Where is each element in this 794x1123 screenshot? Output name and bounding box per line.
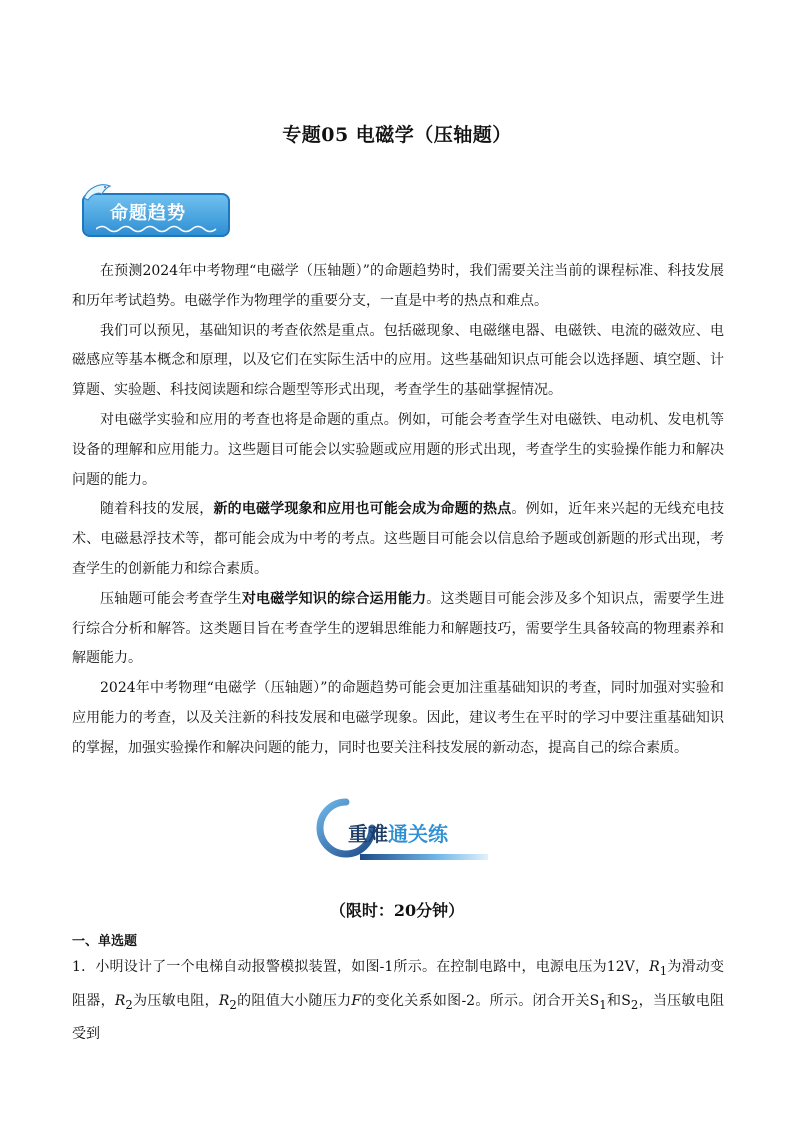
emphasis-text: 对电磁学知识的综合运用能力 <box>241 590 427 607</box>
question-type-label: 一、单选题 <box>72 934 138 949</box>
paragraph: 我们可以预见，基础知识的考查依然是重点。包括磁现象、电磁继电器、电磁铁、电流的磁效应、电磁感应等基本概念和原理，以及它们在实际生活中的应用。这些基础知识点可能会以选择题、填空题、计算题、实验题、科技阅读题和综合题型等形式出现，考查学生的基础掌握情况。 <box>72 322 724 399</box>
paragraph: 在预测2024年中考物理“电磁学（压轴题）”的命题趋势时，我们需要关注当前的课程标准、科技发展和历年考试趋势。电磁学作为物理学的重要分支，一直是中考的热点和难点。 <box>72 263 724 309</box>
header-underline <box>360 854 488 860</box>
paragraph: 对电磁学实验和应用的考查也将是命题的重点。例如，可能会考查学生对电磁铁、电动机、发电机等设备的理解和应用能力。这些题目可能会以实验题或应用题的形式出现，考查学生的实验操作能力和解决问题的能力。 <box>72 411 724 488</box>
time-limit: （限时：20分钟） <box>329 901 465 920</box>
page-title: 专题05 电磁学（压轴题） <box>282 124 512 146</box>
dolphin-icon <box>80 180 114 206</box>
trend-text <box>72 257 724 764</box>
wave-decoration-icon <box>96 224 220 234</box>
paragraph: 随着科技的发展，新的电磁学现象和应用也可能会成为命题的热点。例如，近年来兴起的无线充电技术、电磁悬浮技术等，都可能会成为中考的考点。这些题目可能会以信息给予题或创新题的形式出现，考查学生的创新能力和综合素质。 <box>72 501 725 577</box>
section-header-title: 重难通关练 <box>348 822 448 846</box>
paragraph: 2024年中考物理“电磁学（压轴题）”的命题趋势可能会更加注重基础知识的考查，同时加强对实验和应用能力的考查，以及关注新的科技发展和电磁学现象。因此，建议考生在平时的学习中要注重基础知识的掌握，加强实验操作和解决问题的能力，同时也要关注科技发展的新动态，提高自己的综合素质。 <box>72 680 724 756</box>
question-1: 1．小明设计了一个电梯自动报警模拟装置，如图-1所示。在控制电路中，电源电压为12V，$R_1$为滑动变阻器，$R_2$为压敏电阻，$R_2$的阻值大小随压力F的变化关系如图-2。所示。闭合开关$S_1$和$S_2$，当压敏电阻受到 <box>72 959 725 1043</box>
emphasis-text: 新的电磁学现象和应用也可能会成为命题的热点 <box>213 501 512 518</box>
section-badge <box>80 190 232 240</box>
practice-section-header <box>298 798 498 866</box>
paragraph: 压轴题可能会考查学生对电磁学知识的综合运用能力。这类题目可能会涉及多个知识点，需要学生进行综合分析和解答。这类题目旨在考查学生的逻辑思维能力和解题技巧，需要学生具备较高的物理素养和解题能力。 <box>72 590 725 667</box>
badge-label: 命题趋势 <box>110 203 186 224</box>
